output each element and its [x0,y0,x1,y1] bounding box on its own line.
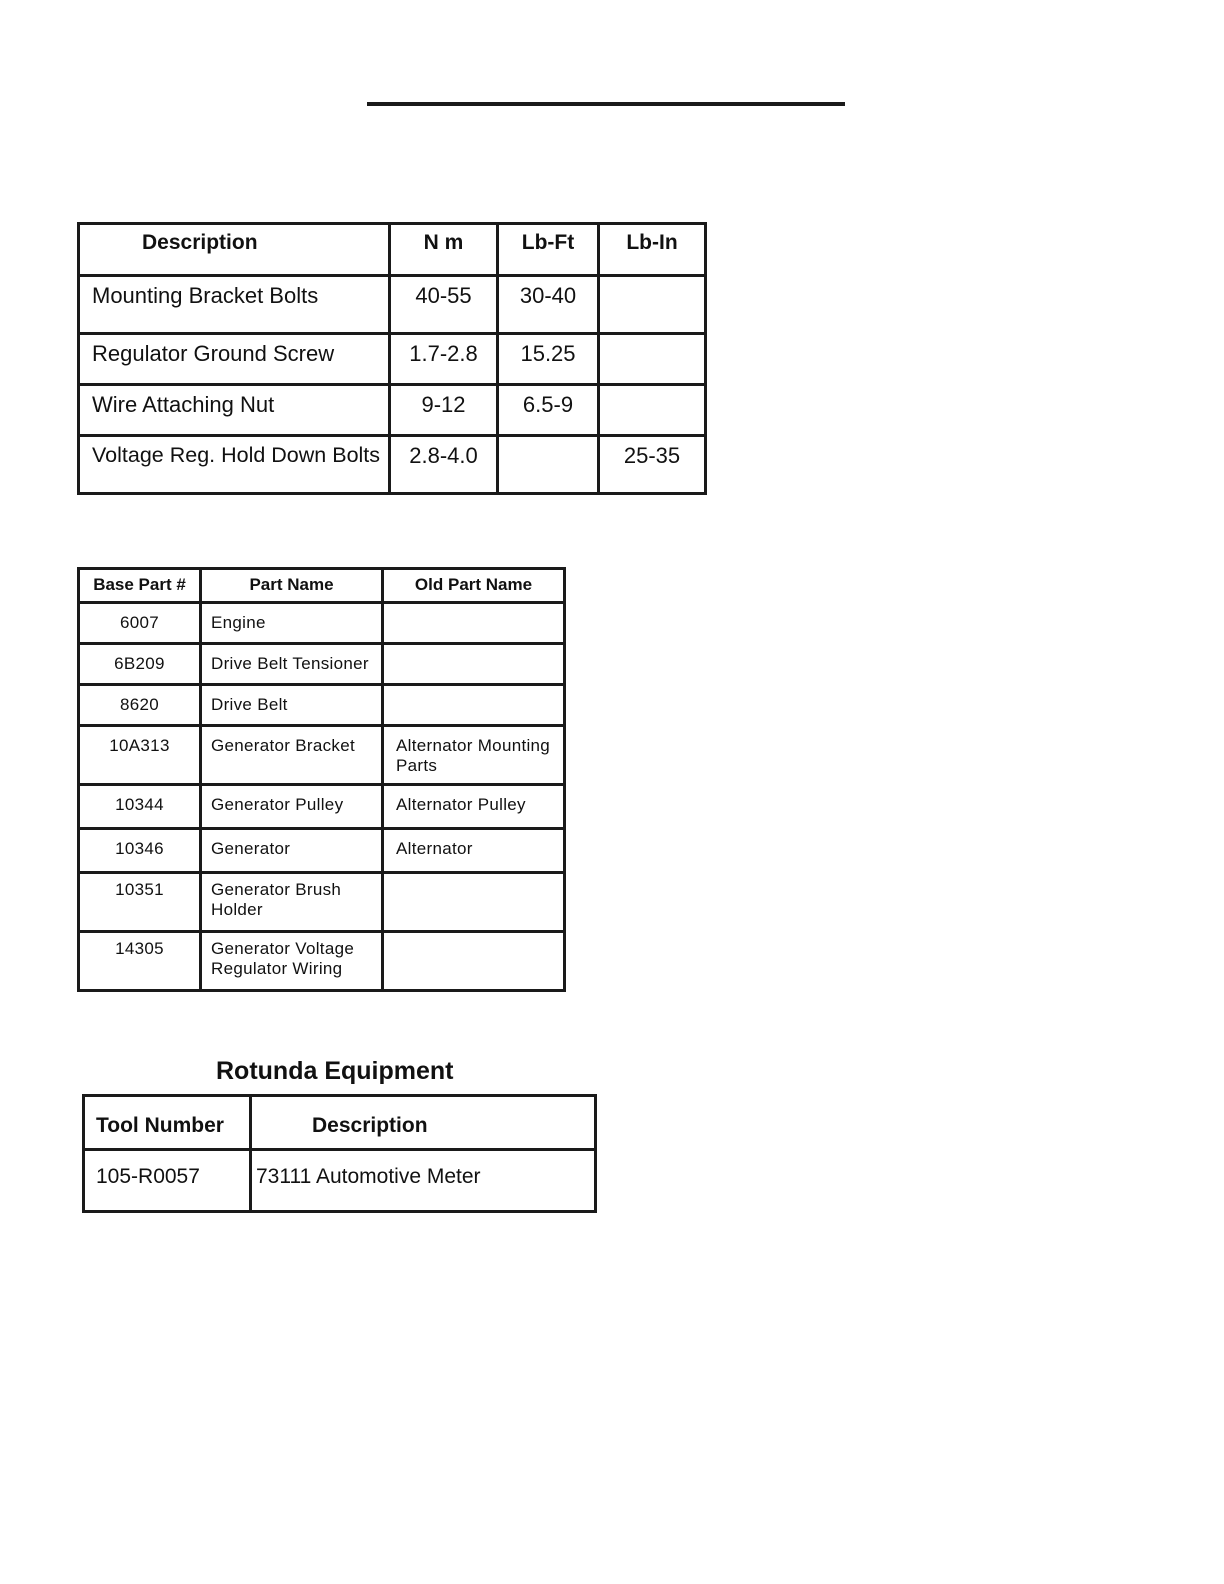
table-row [79,785,565,829]
cell-description: Voltage Reg. Hold Down Bolts [79,436,390,494]
cell-old-part-name: Alternator Pulley [383,785,565,829]
table-row [79,873,565,932]
cell-tool-number: 105-R0057 [84,1150,251,1212]
table-row [84,1150,596,1212]
cell-lbin: 25-35 [599,436,706,494]
torque-specifications-table [77,222,707,495]
cell-part-name: Generator Voltage Regulator Wiring [201,932,383,991]
cell-description: Regulator Ground Screw [79,334,390,385]
cell-description: 73111 Automotive Meter [251,1150,596,1212]
cell-base-part: 10344 [79,785,201,829]
cell-old-part-name [383,873,565,932]
parts-table [77,567,566,992]
cell-part-name: Drive Belt [201,685,383,726]
column-header-old-part-name: Old Part Name [383,569,565,603]
table-row [79,276,706,334]
cell-old-part-name [383,644,565,685]
cell-old-part-name: Alternator Mounting Parts [383,726,565,785]
title-rule [367,102,845,106]
table-header-row [79,569,565,603]
cell-base-part: 10346 [79,829,201,873]
table-row [79,603,565,644]
table-row [79,932,565,991]
column-header-tool-number: Tool Number [84,1096,251,1150]
cell-base-part: 6B209 [79,644,201,685]
table-header-row [84,1096,596,1150]
cell-old-part-name: Alternator [383,829,565,873]
cell-lbin [599,385,706,436]
cell-part-name: Drive Belt Tensioner [201,644,383,685]
cell-nm: 2.8-4.0 [390,436,498,494]
cell-lbft: 30-40 [498,276,599,334]
column-header-part-name: Part Name [201,569,383,603]
cell-description: Mounting Bracket Bolts [79,276,390,334]
cell-nm: 9-12 [390,385,498,436]
table-row [79,829,565,873]
table-row [79,385,706,436]
cell-part-name: Generator Brush Holder [201,873,383,932]
table-row [79,644,565,685]
cell-lbft: 6.5-9 [498,385,599,436]
cell-lbin [599,276,706,334]
cell-part-name: Generator Bracket [201,726,383,785]
cell-old-part-name [383,603,565,644]
cell-lbft [498,436,599,494]
column-header-lbin: Lb-In [599,224,706,276]
table-row [79,685,565,726]
table-row [79,726,565,785]
cell-old-part-name [383,932,565,991]
column-header-description: Description [79,224,390,276]
column-header-description: Description [251,1096,596,1150]
table-row [79,334,706,385]
table-header-row [79,224,706,276]
cell-lbft: 15.25 [498,334,599,385]
cell-base-part: 10351 [79,873,201,932]
cell-lbin [599,334,706,385]
cell-description: Wire Attaching Nut [79,385,390,436]
cell-nm: 1.7-2.8 [390,334,498,385]
column-header-base-part: Base Part # [79,569,201,603]
cell-nm: 40-55 [390,276,498,334]
cell-old-part-name [383,685,565,726]
cell-base-part: 10A313 [79,726,201,785]
column-header-nm: N m [390,224,498,276]
table-row [79,436,706,494]
section-title: Rotunda Equipment [216,1057,454,1085]
cell-part-name: Generator Pulley [201,785,383,829]
cell-part-name: Generator [201,829,383,873]
equipment-table [82,1094,597,1213]
cell-part-name: Engine [201,603,383,644]
column-header-lbft: Lb-Ft [498,224,599,276]
cell-base-part: 14305 [79,932,201,991]
cell-base-part: 8620 [79,685,201,726]
cell-base-part: 6007 [79,603,201,644]
